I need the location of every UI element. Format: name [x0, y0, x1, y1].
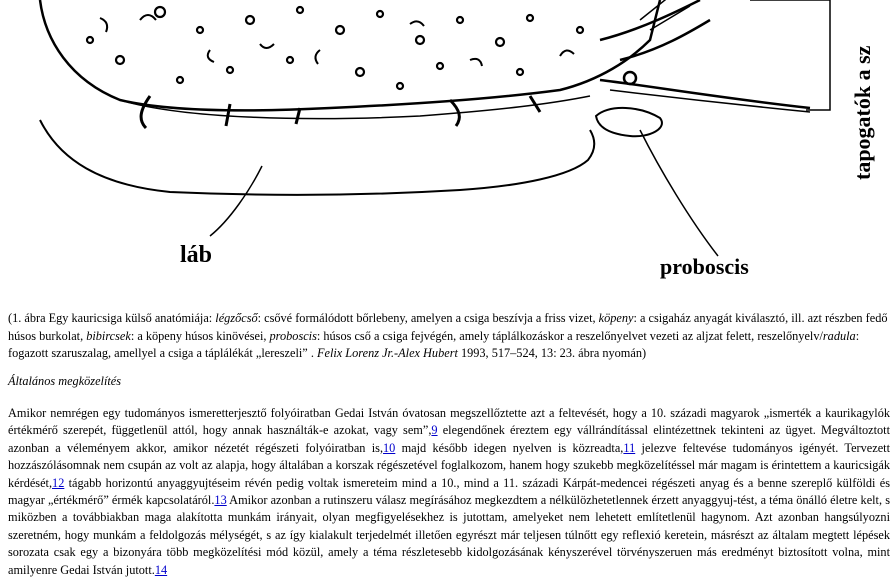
caption-text: : húsos cső a csiga fejvégén, amely táplálkozáskor a reszelőnyelvet vezeti az aljzat felett, reszelőnyelv/: [316, 328, 823, 343]
caption-text: 1993, 517–524, 13: 23. ábra nyomán): [457, 346, 647, 360]
paragraph-text: majd később idegen nyelven is közreadta,: [395, 440, 624, 455]
cowrie-shell-drawing: [40, 0, 830, 256]
caption-text: : csővé formálódott bőrlebeny, amelyen a csiga beszívja a friss vizet,: [257, 311, 599, 325]
footnote-link-11[interactable]: 11: [623, 440, 636, 455]
section-heading: Általános megközelítés: [8, 374, 122, 388]
figure-caption: [8, 310, 890, 363]
caption-term-mantle: köpeny: [598, 311, 634, 325]
paragraph-text: tágabb horizontú anyaggyujtéseim révén pedig voltak ismereteim mind a 10., mind a 11. századi Kárpát-medencei régészeti anyag és a benne szereplő külföldi és magyar „értékmérő” érmék kapcsolatáról.: [8, 475, 890, 508]
paragraph-text: jelezve feltevése tudományos igényét. Tervezett hozzászólásomnak nem csupán az volt az alapja, hogy általában a korszak régészetével foglalkozom, hanem hogy szukebb megközelítéssel már magam is érintettem a kauricsigák kérdését,: [8, 440, 890, 490]
footnote-link-12[interactable]: 12: [52, 475, 65, 490]
paragraph-text: Amikor azonban a rutinszeru válasz megírásához megkezdtem a nélkülözhetetlennek érzett anyaggyuj-tést, a téma önálló életre kelt, s miközben a továbbiakban maga alakította munkám irányait, olyan megfigyelésekhez is jutottam, amelyeket nem lehetett említetlenül hagynom. Azt azonban hangsúlyozni szeretném, hogy munkám a feldolgozás mélységét, s az így kialakult terjedelmét illetően egyrészt már teljesen túlnőtt egy reflexió keretein, másrészt az általam megtett lépések sorozata csak egy a bizonyára több megközelítési mód közül, amely a téma részletesebb kidolgozásának kényszerével törvényszeruen más eredményt biztosított volna, mint amilyenre Gedai István jutott.: [8, 493, 890, 577]
footnote-link-9[interactable]: 9: [431, 423, 438, 438]
caption-term-siphon: légzőcső: [215, 311, 258, 325]
footnote-link-10[interactable]: 10: [383, 440, 396, 455]
caption-text: (1. ábra Egy kauricsiga külső anatómiája:: [8, 311, 216, 325]
footnote-link-13[interactable]: 13: [214, 493, 227, 508]
paragraph-text: Amikor nemrégen egy tudományos ismeretterjesztő folyóiratban Gedai István óvatosan megszellőztette azt a feltevését, hogy a 10. századi magyarok „ismerték a kaurikagylók értékmérő szerepét, függetlenül attól, hogy annak használták-e azokat, vagy sem”,: [8, 406, 890, 438]
caption-term-radula: radula: [822, 328, 856, 343]
caption-term-papillae: bibircsek: [86, 328, 131, 343]
figure-label-tentacles: tapogatók a sz: [850, 45, 875, 180]
paragraph-text: elegendőnek éreztem egy vállrándítással elintézettnek tekinteni az ügyet. Megváltoztott azonban a véleményem akkor, amikor nézetét régészeti folyóiratban is,: [8, 423, 890, 455]
figure-label-foot: láb: [180, 242, 213, 268]
caption-authors: Felix Lorenz Jr.-Alex Hubert: [316, 346, 458, 360]
body-paragraph: [8, 405, 890, 579]
caption-text: : fogazott szaruszalag, amellyel a csiga a táplálékát „lereszeli” .: [8, 328, 860, 360]
figure-label-proboscis: proboscis: [660, 254, 749, 279]
caption-text: : a köpeny húsos kinövései,: [130, 328, 270, 343]
caption-text: : a csigaház anyagát kiválasztó, ill. azt részben fedő húsos burkolat,: [8, 311, 888, 343]
caption-term-proboscis: proboscis: [269, 328, 317, 343]
footnote-link-14[interactable]: 14: [154, 562, 168, 577]
